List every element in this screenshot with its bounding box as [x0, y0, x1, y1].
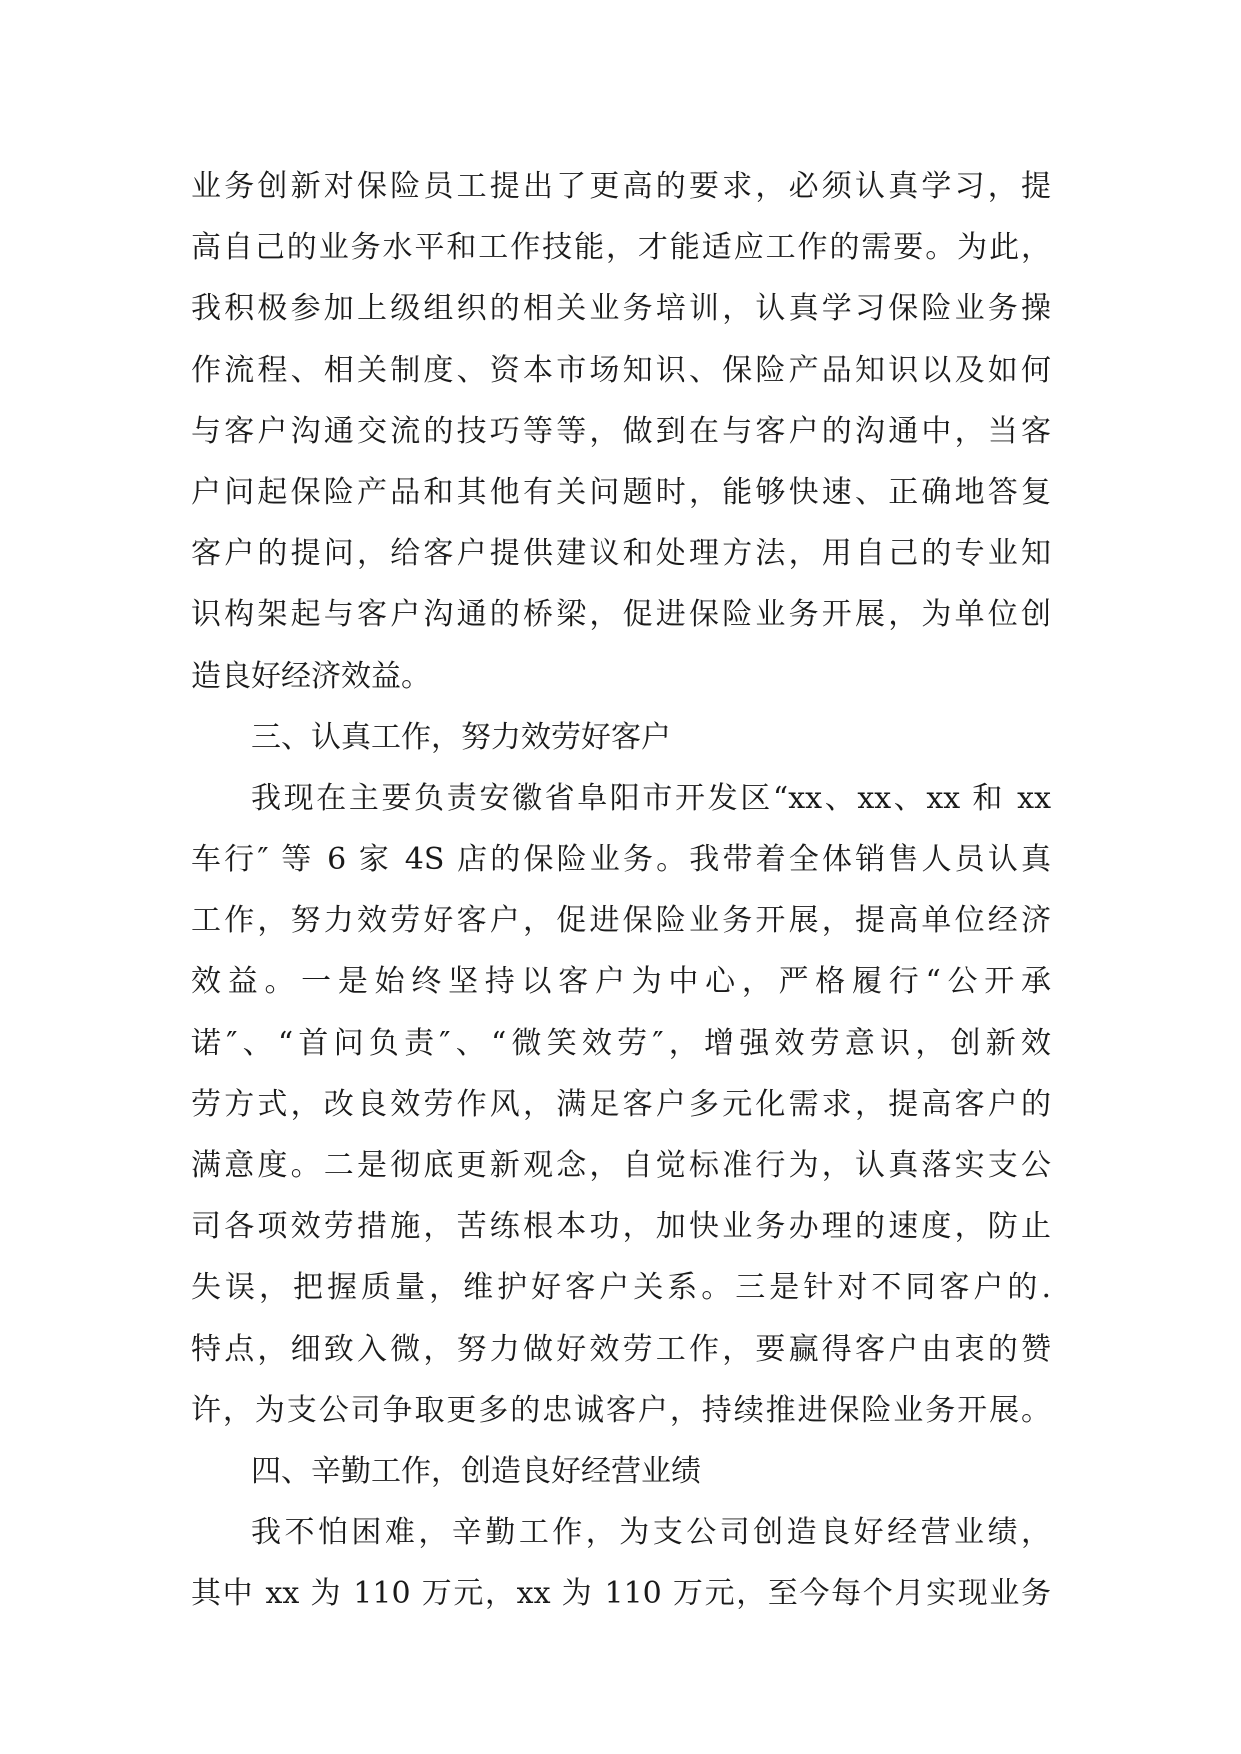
text-line: 作流程、相关制度、资本市场知识、保险产品知识以及如何: [191, 352, 1051, 388]
text-line: 工作，努力效劳好客户，促进保险业务开展，提高单位经济: [191, 903, 1051, 939]
document-body: [191, 156, 1051, 1625]
text-line: 劳方式，改良效劳作风，满足客户多元化需求，提高客户的: [191, 1086, 1051, 1122]
text-line: 效益。一是始终坚持以客户为中心，严格履行“公开承: [191, 964, 1051, 1000]
text-line: 满意度。二是彻底更新观念，自觉标准行为，认真落实支公: [191, 1148, 1051, 1183]
text-line: 诺″、“首问负责″、“微笑效劳″，增强效劳意识，创新效: [191, 1025, 1051, 1061]
text-line: 司各项效劳措施，苦练根本功，加快业务办理的速度，防止: [191, 1209, 1051, 1245]
text-line: 高自己的业务水平和工作技能，才能适应工作的需要。为此，: [191, 230, 1051, 266]
text-line: 客户的提问，给客户提供建议和处理方法，用自己的专业知: [191, 536, 1051, 572]
text-line: 我现在主要负责安徽省阜阳市开发区“xx、xx、xx 和 xx: [251, 780, 1051, 816]
text-line: 我积极参加上级组织的相关业务培训，认真学习保险业务操: [191, 291, 1051, 327]
text-line: 车行″ 等 6 家 4S 店的保险业务。我带着全体销售人员认真: [191, 842, 1051, 878]
text-line: 失误，把握质量，维护好客户关系。三是针对不同客户的.: [191, 1270, 1051, 1306]
text-line: 其中 xx 为 110 万元，xx 为 110 万元，至今每个月实现业务: [191, 1576, 1051, 1612]
text-line: 特点，细致入微，努力做好效劳工作，要赢得客户由衷的赞: [191, 1331, 1051, 1367]
text-line: 我不怕困难，辛勤工作，为支公司创造良好经营业绩，: [251, 1515, 1051, 1551]
text-line: 识构架起与客户沟通的桥梁，促进保险业务开展，为单位创: [191, 597, 1051, 633]
section-heading: 四、辛勤工作，创造良好经营业绩: [251, 1453, 701, 1489]
text-line: 户问起保险产品和其他有关问题时，能够快速、正确地答复: [191, 474, 1051, 510]
text-line: 造良好经济效益。: [191, 658, 431, 694]
text-line: 业务创新对保险员工提出了更高的要求，必须认真学习，提: [191, 169, 1051, 204]
text-line: 与客户沟通交流的技巧等等，做到在与客户的沟通中，当客: [191, 413, 1051, 449]
text-line: 许，为支公司争取更多的忠诚客户，持续推进保险业务开展。: [191, 1392, 1051, 1428]
section-heading: 三、认真工作，努力效劳好客户: [251, 719, 671, 755]
